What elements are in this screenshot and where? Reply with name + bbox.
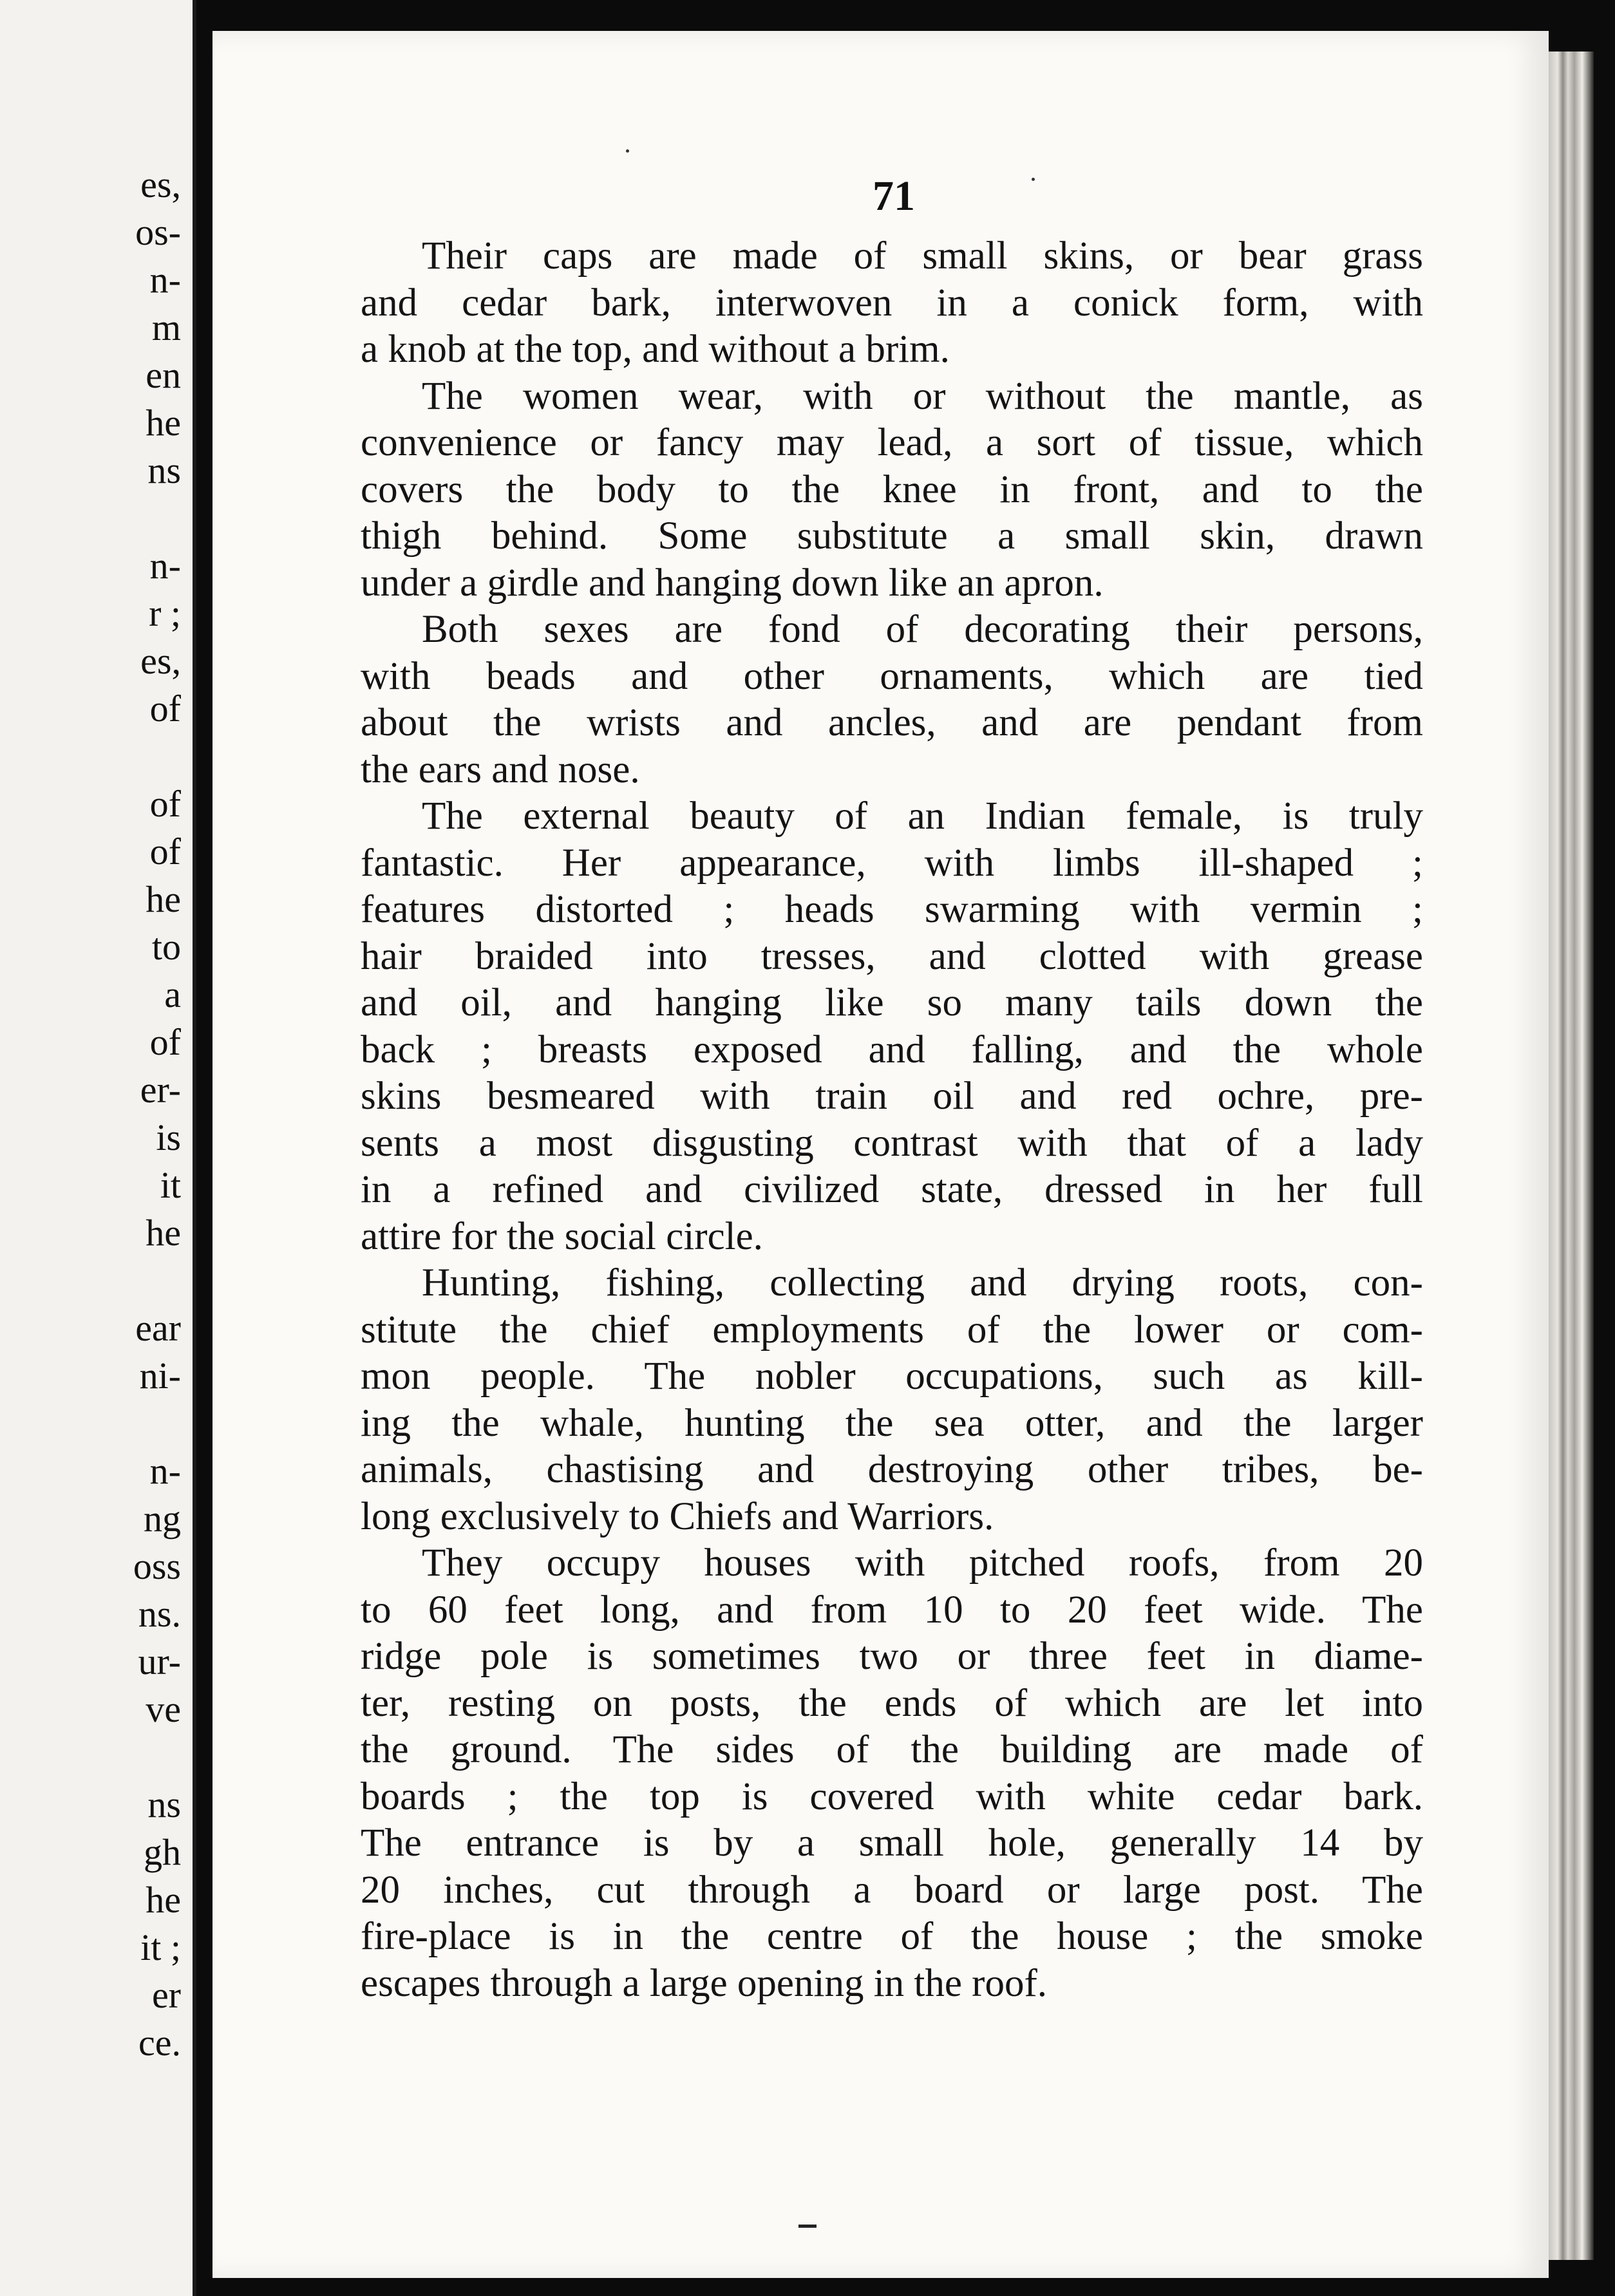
left-fragment: ni- bbox=[139, 1355, 181, 1397]
left-fragment: es, bbox=[140, 640, 181, 682]
ink-speck bbox=[626, 149, 629, 153]
left-fragment: of bbox=[149, 688, 181, 729]
text-line: fire-place is in the centre of the house ; the smoke bbox=[361, 1915, 1423, 1958]
left-fragment: r ; bbox=[149, 592, 181, 634]
left-fragment: he bbox=[146, 1879, 181, 1921]
text-line: sents a most disgusting contrast with that of a lady bbox=[361, 1121, 1423, 1165]
left-fragment: ce. bbox=[138, 2022, 181, 2064]
left-fragment: ns. bbox=[138, 1593, 181, 1635]
left-fragment: a bbox=[164, 974, 181, 1015]
left-fragment: en bbox=[146, 354, 181, 396]
left-fragment: es, bbox=[140, 164, 181, 205]
text-line: and cedar bark, interwoven in a conick form, with bbox=[361, 281, 1423, 325]
left-fragment: gh bbox=[144, 1831, 181, 1873]
left-fragment: ear bbox=[135, 1307, 181, 1349]
text-line: thigh behind. Some substitute a small skin, drawn bbox=[361, 514, 1423, 558]
left-fragment: to bbox=[151, 926, 181, 968]
text-line: in a refined and civilized state, dressed in her full bbox=[361, 1168, 1423, 1211]
ink-speck bbox=[1032, 178, 1035, 181]
left-fragment: ns bbox=[147, 1783, 181, 1825]
left-fragment: ur- bbox=[138, 1641, 181, 1682]
text-line: covers the body to the knee in front, and to the bbox=[361, 467, 1423, 511]
left-fragment: he bbox=[146, 1212, 181, 1254]
left-fragment: er bbox=[151, 1974, 181, 2016]
text-line: back ; breasts exposed and falling, and the whole bbox=[361, 1028, 1423, 1071]
left-fragment: n- bbox=[149, 545, 181, 587]
text-line: The external beauty of an Indian female, is truly bbox=[422, 795, 1423, 838]
left-fragment: of bbox=[149, 1021, 181, 1063]
left-fragment: of bbox=[149, 783, 181, 825]
text-line: Hunting, fishing, collecting and drying roots, con- bbox=[422, 1261, 1423, 1304]
left-fragment: is bbox=[156, 1116, 181, 1158]
text-line: The women wear, with or without the mantle, as bbox=[422, 374, 1423, 418]
left-fragment: os- bbox=[135, 211, 181, 253]
text-line: ing the whale, hunting the sea otter, and the larger bbox=[361, 1401, 1423, 1445]
text-line: attire for the social circle. bbox=[361, 1214, 763, 1258]
text-line: the ground. The sides of the building are made of bbox=[361, 1728, 1423, 1771]
left-fragment: of bbox=[149, 831, 181, 872]
text-line: about the wrists and ancles, and are pendant from bbox=[361, 701, 1423, 744]
text-line: mon people. The nobler occupations, such as kill- bbox=[361, 1355, 1423, 1398]
text-line: long exclusively to Chiefs and Warriors. bbox=[361, 1494, 994, 1538]
text-line: stitute the chief employments of the lower or com- bbox=[361, 1308, 1423, 1351]
left-fragment: er- bbox=[140, 1069, 181, 1111]
text-line: escapes through a large opening in the roof. bbox=[361, 1961, 1048, 2005]
text-line: The entrance is by a small hole, generally 14 by bbox=[361, 1821, 1423, 1865]
left-fragment: he bbox=[146, 878, 181, 920]
left-fragment: m bbox=[151, 306, 181, 348]
text-line: under a girdle and hanging down like an apron. bbox=[361, 561, 1104, 605]
left-fragment: he bbox=[146, 402, 181, 444]
ink-mark bbox=[798, 2225, 817, 2228]
text-line: features distorted ; heads swarming with vermin ; bbox=[361, 888, 1423, 931]
text-line: ridge pole is sometimes two or three feet in diame- bbox=[361, 1635, 1423, 1678]
text-line: 20 inches, cut through a board or large post. The bbox=[361, 1868, 1423, 1912]
text-line: the ears and nose. bbox=[361, 748, 640, 791]
left-fragment: oss bbox=[133, 1545, 181, 1587]
left-fragment: n- bbox=[149, 1450, 181, 1492]
text-line: Both sexes are fond of decorating their persons, bbox=[422, 608, 1423, 651]
left-fragment: ns bbox=[147, 449, 181, 491]
left-fragment: ve bbox=[146, 1688, 181, 1730]
left-fragment: n- bbox=[149, 259, 181, 301]
text-line: a knob at the top, and without a brim. bbox=[361, 328, 950, 371]
text-line: ter, resting on posts, the ends of which are let into bbox=[361, 1681, 1423, 1725]
left-page-edge bbox=[0, 0, 196, 2296]
text-line: skins besmeared with train oil and red ochre, pre- bbox=[361, 1075, 1423, 1118]
left-fragment: ng bbox=[144, 1498, 181, 1539]
page-body-text bbox=[361, 233, 1423, 2007]
text-line: animals, chastising and destroying other tribes, be- bbox=[361, 1448, 1423, 1491]
text-line: hair braided into tresses, and clotted with grease bbox=[361, 934, 1423, 978]
left-fragment: it ; bbox=[140, 1926, 181, 1968]
left-fragment: it bbox=[160, 1164, 181, 1206]
text-line: with beads and other ornaments, which are tied bbox=[361, 654, 1423, 698]
page-number: 71 bbox=[873, 173, 915, 220]
text-line: boards ; the top is covered with white cedar bark. bbox=[361, 1774, 1423, 1818]
text-line: to 60 feet long, and from 10 to 20 feet wide. The bbox=[361, 1588, 1423, 1632]
text-line: and oil, and hanging like so many tails down the bbox=[361, 981, 1423, 1024]
text-line: fantastic. Her appearance, with limbs ill-shaped ; bbox=[361, 841, 1423, 885]
text-line: Their caps are made of small skins, or bear grass bbox=[422, 234, 1423, 278]
text-line: They occupy houses with pitched roofs, from 20 bbox=[422, 1541, 1423, 1585]
text-line: convenience or fancy may lead, a sort of tissue, which bbox=[361, 421, 1423, 464]
page-stack-edge bbox=[1549, 52, 1594, 2260]
